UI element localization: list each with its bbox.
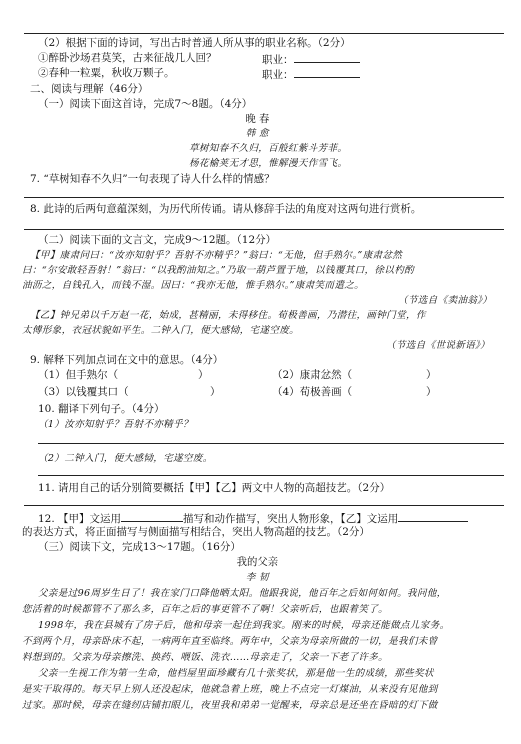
essay-line-1: 父亲是过96周岁生日了！我在家门口降他晒太阳。他跟我说，他百年之后如何如何。我问他， xyxy=(38,588,447,599)
part-2-header: （二）阅读下面的文言文，完成9～12题。（12分） xyxy=(38,234,277,246)
essay-line-6: 父亲一生视工作为第一生命，他档屋里面珍藏有几十张奖状，那是他一生的成绩，那些奖状 xyxy=(38,668,434,679)
q2-poem-line-1: ①醉卧沙场君莫笑，古来征战几人回？ xyxy=(38,52,217,64)
poem-line-2: 杨花榆荚无才思，惟解漫天作雪飞。 xyxy=(189,158,348,169)
q9-item-1-close: ） xyxy=(198,369,209,381)
passage-yi-line-1: 【乙】钟兄弟以千万赵一花，始成，甚精丽，未得移住。荀极善画，乃潜往，画钟门堂，作 xyxy=(30,310,426,321)
answer-blank[interactable] xyxy=(294,67,360,78)
q9-item-3-close: ） xyxy=(210,386,221,398)
answer-line[interactable] xyxy=(38,475,504,476)
passage-jia-line-1: 【甲】康肃问曰：“汝亦知射乎？吾射不亦精乎？”翁曰：“无他，但手熟尔。”康肃忿然 xyxy=(30,250,403,261)
essay-line-4: 不到两个月，母亲卧床不起，一病两年直至临终。两年中，父亲为母亲所做的一切，是我们未曾 xyxy=(22,636,438,647)
passage-jia-source: （节选自《卖油翁》） xyxy=(398,295,493,306)
answer-line[interactable] xyxy=(38,443,504,444)
q10-sentence-1: （1）汝亦知射乎？吾射不亦精乎？ xyxy=(38,419,193,430)
answer-line xyxy=(24,33,504,34)
essay-line-5: 料想到的。父亲为母亲擦洗、换药、喂饭、洗衣……母亲走了，父亲一下老了许多。 xyxy=(22,652,389,663)
question-10: 10. 翻译下列句子。（4分） xyxy=(38,403,165,415)
q9-item-4-close: ） xyxy=(426,386,437,398)
answer-blank[interactable] xyxy=(121,511,183,522)
answer-line[interactable] xyxy=(24,197,504,198)
q9-item-4-open: （4）荀极善画（ xyxy=(272,386,353,398)
essay-author: 李 韧 xyxy=(245,572,269,583)
poem-line-1: 草树知春不久归，百般红紫斗芳菲。 xyxy=(189,143,348,154)
question-12-line-1: 12. 【甲】文运用 描写和动作描写，突出人物形象，【乙】文运用 xyxy=(38,511,468,526)
question-8: 8. 此诗的后两句意蕴深刻，为历代所传诵。请从修辞手法的角度对这两句进行赏析。 xyxy=(30,203,422,215)
passage-jia-line-2: 曰：“尔安敢轻吾射！”翁曰：“以我酌油知之。”乃取一葫芦置于地，以钱覆其口，徐以杓酌 xyxy=(22,265,414,276)
q9-item-1-open: （1）但手熟尔（ xyxy=(38,369,119,381)
answer-line[interactable] xyxy=(24,505,504,506)
q2-career-label-2: 职业： xyxy=(262,67,360,82)
passage-yi-source: （节选自《世说新语》） xyxy=(386,340,491,351)
q2-career-label-1: 职业： xyxy=(262,52,360,67)
section-2-header: 二、阅读与理解（46分） xyxy=(30,83,149,95)
part-3-header: （三）阅读下文，完成13～17题。（16分） xyxy=(38,541,241,553)
passage-jia-line-3: 油沥之，自钱孔入，而钱不湿。因曰：“我亦无他，惟手熟尔。”康肃笑而遣之。 xyxy=(22,280,364,291)
question-9: 9. 解释下列加点词在文中的意思。（4分） xyxy=(30,354,224,366)
answer-blank[interactable] xyxy=(398,511,468,522)
q10-sentence-2: （2）二钟入门，便大感恸，宅遂空废。 xyxy=(38,453,213,464)
answer-blank[interactable] xyxy=(294,52,360,63)
essay-line-2: 您活着的时候都管不了那么多，百年之后的事更管不了啊！父亲听后，也跟着笑了。 xyxy=(22,604,389,615)
question-7: 7. “草树知春不久归”一句表现了诗人什么样的情感？ xyxy=(30,173,275,185)
essay-line-7: 是实干取得的。每天早上别人还没起床，他就急着上班，晚上不点完一灯煤油，从来没有见他到 xyxy=(22,684,438,695)
question-11: 11. 请用自己的话分别简要概括【甲】【乙】两文中人物的高超技艺。（2分） xyxy=(38,482,391,494)
essay-title: 我的父亲 xyxy=(236,556,279,568)
essay-line-8: 过家。那时候，母亲在缝纫店铺扣眼儿，夜里我和弟弟一觉醒来，母亲总是还坐在昏暗的灯下做 xyxy=(22,700,438,711)
part-1-header: （一）阅读下面这首诗，完成7～8题。（4分） xyxy=(38,98,253,110)
passage-yi-line-2: 太傅形象，衣冠状貌如平生。二钟入门，便大感恸，宅遂空废。 xyxy=(22,325,300,336)
question-12-line-2: 的表达方式，将正面描写与侧面描写相结合，突出人物高超的技艺。（2分） xyxy=(22,526,370,538)
question-2-stem: （2）根据下面的诗词，写出古时普通人所从事的职业名称。（2分） xyxy=(38,37,351,49)
q9-item-2-close: ） xyxy=(426,369,437,381)
q9-item-3-open: （3）以钱覆其口（ xyxy=(38,386,129,398)
poem-author: 韩 愈 xyxy=(245,128,269,139)
q9-item-2-open: （2）康肃忿然（ xyxy=(272,369,353,381)
q2-poem-line-2: ②春种一粒粟，秋收万颗子。 xyxy=(38,67,175,79)
essay-line-3: 1998年，我在县城有了房子后，他和母亲一起住到我家。刚来的时候，母亲还能做点儿家务。 xyxy=(38,620,450,631)
poem-title: 晚 春 xyxy=(245,113,270,125)
answer-line[interactable] xyxy=(24,229,504,230)
